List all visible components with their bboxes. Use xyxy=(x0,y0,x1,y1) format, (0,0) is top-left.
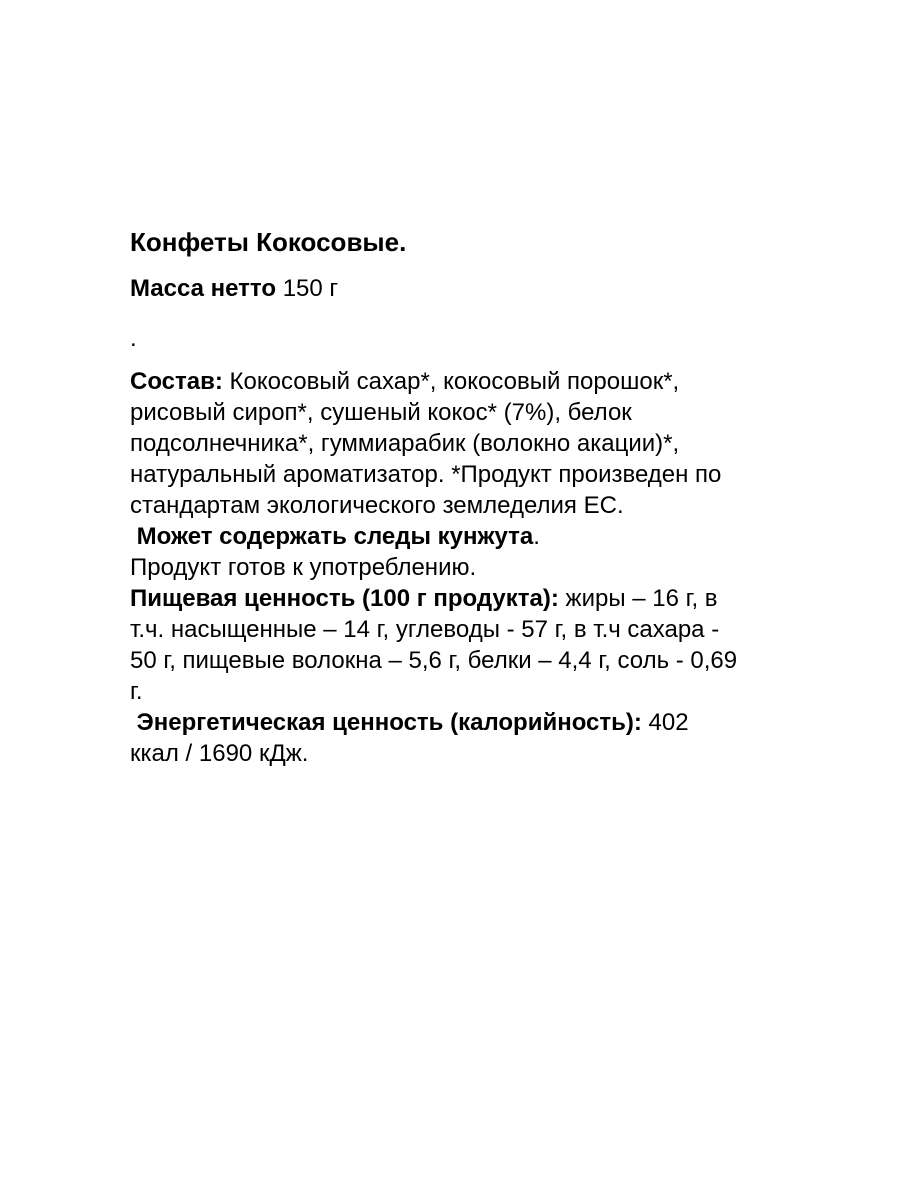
nutrition-text-1: жиры – 16 г, в xyxy=(558,585,718,612)
composition-text-1: Кокосовый сахар*, кокосовый порошок*, xyxy=(222,368,680,395)
composition-line-5: стандартам экологического земледелия ЕС. xyxy=(130,492,624,519)
energy-line-2: ккал / 1690 кДж. xyxy=(130,740,309,767)
product-details xyxy=(130,366,850,769)
composition-section xyxy=(130,366,850,521)
net-weight xyxy=(130,272,338,306)
composition-line-2: рисовый сироп*, сушеный кокос* (7%), белок xyxy=(130,399,632,426)
energy-line-1 xyxy=(130,707,850,738)
energy-text-1: 402 xyxy=(641,709,689,736)
net-weight-value: 150 г xyxy=(282,275,339,302)
composition-line-1 xyxy=(130,366,850,397)
nutrition-section xyxy=(130,583,850,707)
net-weight-label: Масса нетто xyxy=(130,275,277,302)
separator-dot: . xyxy=(130,325,137,352)
allergen-warning xyxy=(130,521,850,552)
allergen-suffix: . xyxy=(533,523,540,550)
ready-to-eat-note xyxy=(130,552,850,583)
nutrition-line-3: 50 г, пищевые волокна – 5,6 г, белки – 4,4 г, соль - 0,69 xyxy=(130,647,738,674)
ready-text: Продукт готов к употреблению. xyxy=(130,554,477,581)
nutrition-line-2: т.ч. насыщенные – 14 г, углеводы - 57 г, в т.ч сахара - xyxy=(130,616,720,643)
composition-label: Состав: xyxy=(130,368,223,395)
energy-label: Энергетическая ценность (калорийность): xyxy=(130,709,642,736)
nutrition-line-4: г. xyxy=(130,678,143,705)
allergen-text: Может содержать следы кунжута xyxy=(130,523,534,550)
product-title: Конфеты Кокосовые. xyxy=(130,227,407,257)
nutrition-line-1 xyxy=(130,583,850,614)
composition-line-3: подсолнечника*, гуммиарабик (волокно акации)*, xyxy=(130,430,680,457)
energy-section xyxy=(130,707,850,769)
composition-line-4: натуральный ароматизатор. *Продукт произведен по xyxy=(130,461,722,488)
nutrition-label: Пищевая ценность (100 г продукта): xyxy=(130,585,559,612)
